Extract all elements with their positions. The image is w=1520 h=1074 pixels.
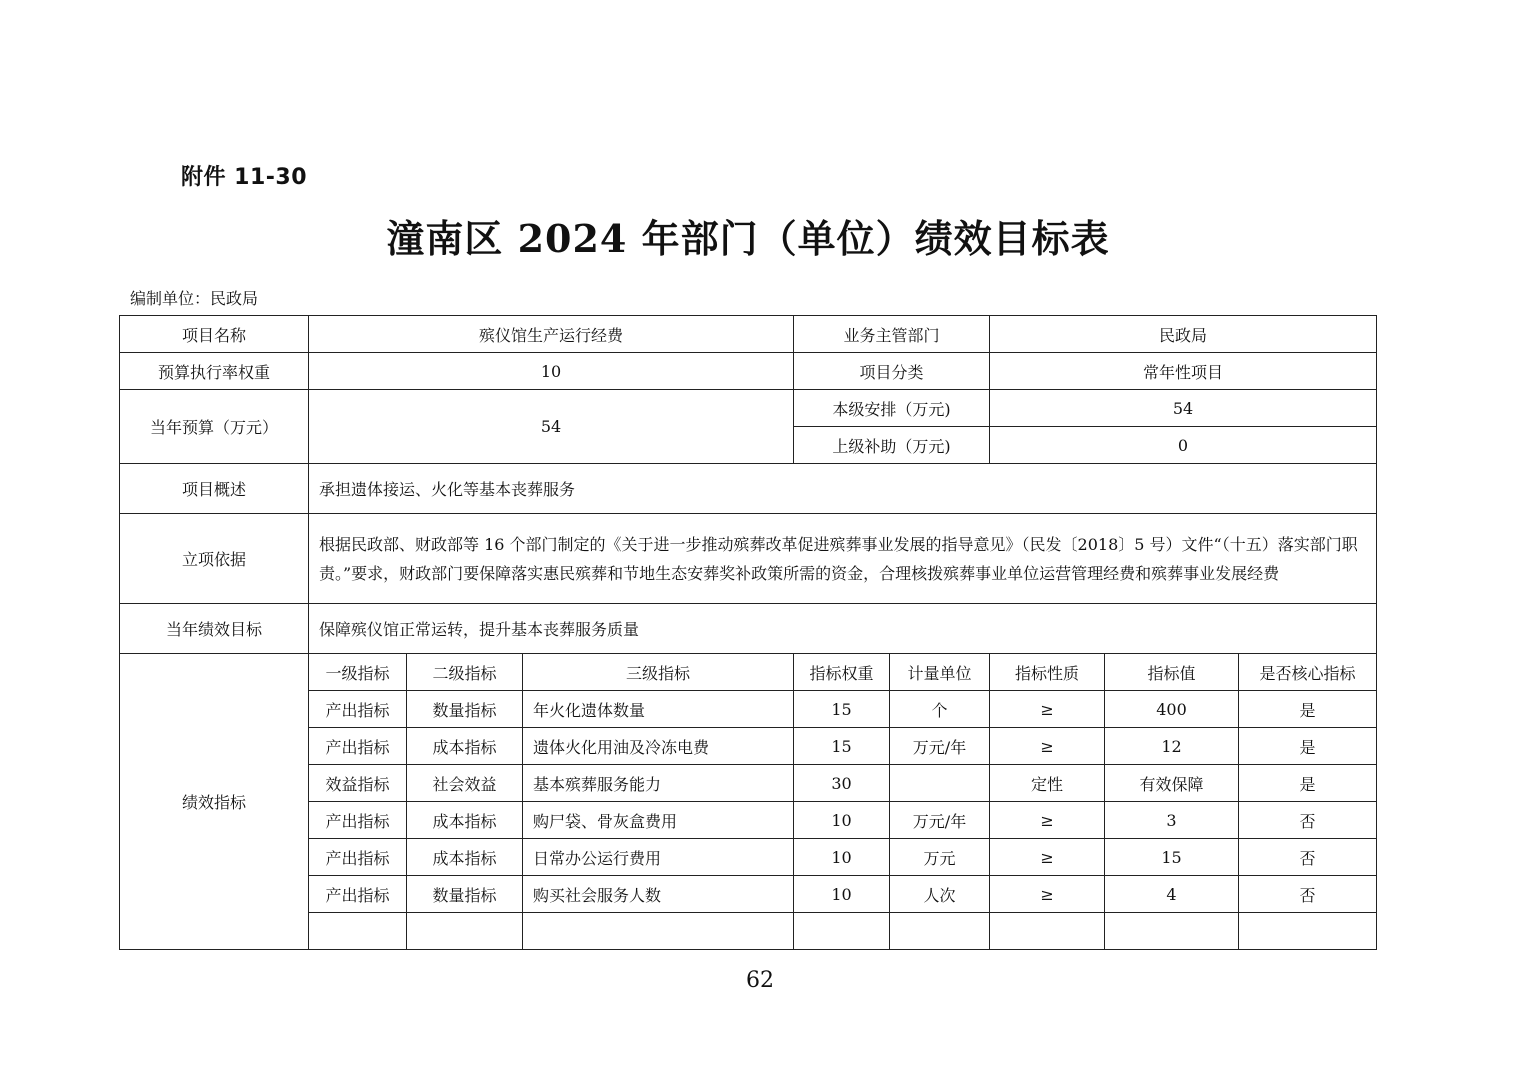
indicator-cell-level1: 效益指标 xyxy=(309,765,407,802)
indicator-cell-level3: 购尸袋、骨灰盒费用 xyxy=(523,802,794,839)
table-row xyxy=(120,390,1377,427)
category-value: 常年性项目 xyxy=(990,353,1377,390)
table-row xyxy=(120,353,1377,390)
indicator-cell-weight: 15 xyxy=(794,728,890,765)
indicator-cell-value: 400 xyxy=(1105,691,1239,728)
indicator-row xyxy=(120,765,1377,802)
indicator-header-row xyxy=(120,654,1377,691)
indicator-row xyxy=(120,876,1377,913)
table-row xyxy=(120,514,1377,604)
org-label: 编制单位：民政局 xyxy=(130,289,259,308)
indicator-cell-core xyxy=(1239,913,1377,950)
indicator-header-core: 是否核心指标 xyxy=(1239,654,1377,691)
indicator-row xyxy=(120,728,1377,765)
indicator-cell-level3 xyxy=(523,913,794,950)
indicator-cell-level1: 产出指标 xyxy=(309,802,407,839)
indicator-cell-core: 否 xyxy=(1239,876,1377,913)
overview-value: 承担遗体接运、火化等基本丧葬服务 xyxy=(309,464,1377,514)
indicator-row xyxy=(120,691,1377,728)
basis-label: 立项依据 xyxy=(120,514,309,604)
indicator-cell-level2: 数量指标 xyxy=(407,876,523,913)
indicator-header-nature: 指标性质 xyxy=(990,654,1105,691)
indicator-header-unit: 计量单位 xyxy=(890,654,990,691)
indicator-cell-unit xyxy=(890,765,990,802)
indicator-cell-unit: 万元 xyxy=(890,839,990,876)
basis-value: 根据民政部、财政部等 16 个部门制定的《关于进一步推动殡葬改革促进殡葬事业发展的指导意见》（民发〔2018〕5 号）文件“（十五）落实部门职责。”要求，财政部门要保障落实惠民殡葬和节地生态安葬奖补政策所需的资金，合理核拨殡葬事业单位运营管理经费和殡葬事业发展经费 xyxy=(309,514,1377,604)
indicator-cell-level3: 遗体火化用油及冷冻电费 xyxy=(523,728,794,765)
overview-label: 项目概述 xyxy=(120,464,309,514)
indicator-header-level2: 二级指标 xyxy=(407,654,523,691)
indicator-cell-value: 3 xyxy=(1105,802,1239,839)
goal-value: 保障殡仪馆正常运转，提升基本丧葬服务质量 xyxy=(309,604,1377,654)
indicator-cell-level3: 购买社会服务人数 xyxy=(523,876,794,913)
indicator-cell-level3: 基本殡葬服务能力 xyxy=(523,765,794,802)
weight-value: 10 xyxy=(309,353,794,390)
weight-label: 预算执行率权重 xyxy=(120,353,309,390)
indicator-cell-core: 是 xyxy=(1239,691,1377,728)
indicator-cell-weight: 15 xyxy=(794,691,890,728)
indicator-header-weight: 指标权重 xyxy=(794,654,890,691)
dept-label: 业务主管部门 xyxy=(794,316,990,353)
project-name-value: 殡仪馆生产运行经费 xyxy=(309,316,794,353)
page-title: 潼南区 2024 年部门（单位）绩效目标表 xyxy=(386,216,1110,261)
indicator-header-level3: 三级指标 xyxy=(523,654,794,691)
indicator-cell-level1 xyxy=(309,913,407,950)
indicator-cell-weight: 10 xyxy=(794,802,890,839)
indicator-cell-unit: 人次 xyxy=(890,876,990,913)
indicator-cell-nature: ≥ xyxy=(990,839,1105,876)
category-label: 项目分类 xyxy=(794,353,990,390)
indicator-cell-level3: 年火化遗体数量 xyxy=(523,691,794,728)
indicator-cell-level2: 成本指标 xyxy=(407,839,523,876)
budget-label: 当年预算（万元） xyxy=(120,390,309,464)
goal-label: 当年绩效目标 xyxy=(120,604,309,654)
attachment-label: 附件 11-30 xyxy=(181,165,308,190)
indicator-cell-level2: 成本指标 xyxy=(407,802,523,839)
indicator-cell-nature: ≥ xyxy=(990,691,1105,728)
indicator-cell-level1: 产出指标 xyxy=(309,691,407,728)
local-funding-label: 本级安排（万元) xyxy=(794,390,990,427)
upper-subsidy-label: 上级补助（万元) xyxy=(794,427,990,464)
indicator-cell-value: 15 xyxy=(1105,839,1239,876)
indicator-cell-weight: 30 xyxy=(794,765,890,802)
indicator-cell-unit: 万元/年 xyxy=(890,728,990,765)
dept-value: 民政局 xyxy=(990,316,1377,353)
indicator-cell-level2: 社会效益 xyxy=(407,765,523,802)
indicator-cell-value: 有效保障 xyxy=(1105,765,1239,802)
indicator-cell-weight: 10 xyxy=(794,876,890,913)
indicator-cell-level1: 产出指标 xyxy=(309,839,407,876)
table-row xyxy=(120,604,1377,654)
indicator-cell-level2 xyxy=(407,913,523,950)
indicator-cell-level3: 日常办公运行费用 xyxy=(523,839,794,876)
indicator-cell-core: 是 xyxy=(1239,728,1377,765)
page-number: 62 xyxy=(746,968,774,993)
indicator-cell-weight xyxy=(794,913,890,950)
indicator-cell-value: 12 xyxy=(1105,728,1239,765)
indicator-cell-level2: 成本指标 xyxy=(407,728,523,765)
indicator-cell-value: 4 xyxy=(1105,876,1239,913)
indicator-cell-nature: ≥ xyxy=(990,728,1105,765)
performance-target-table xyxy=(119,315,1377,950)
indicator-cell-nature: 定性 xyxy=(990,765,1105,802)
indicator-cell-nature: ≥ xyxy=(990,802,1105,839)
indicator-cell-unit xyxy=(890,913,990,950)
project-name-label: 项目名称 xyxy=(120,316,309,353)
indicator-cell-value xyxy=(1105,913,1239,950)
indicator-cell-core: 否 xyxy=(1239,802,1377,839)
indicator-cell-level1: 产出指标 xyxy=(309,728,407,765)
table-row xyxy=(120,316,1377,353)
indicator-row xyxy=(120,839,1377,876)
indicators-section-label: 绩效指标 xyxy=(120,654,309,950)
upper-subsidy-value: 0 xyxy=(990,427,1377,464)
indicator-cell-nature xyxy=(990,913,1105,950)
indicator-cell-unit: 个 xyxy=(890,691,990,728)
indicator-cell-level2: 数量指标 xyxy=(407,691,523,728)
table-row xyxy=(120,464,1377,514)
indicator-header-level1: 一级指标 xyxy=(309,654,407,691)
indicator-row xyxy=(120,802,1377,839)
budget-value: 54 xyxy=(309,390,794,464)
indicator-cell-weight: 10 xyxy=(794,839,890,876)
indicator-cell-unit: 万元/年 xyxy=(890,802,990,839)
indicator-cell-core: 否 xyxy=(1239,839,1377,876)
indicator-header-value: 指标值 xyxy=(1105,654,1239,691)
indicator-cell-core: 是 xyxy=(1239,765,1377,802)
indicator-cell-level1: 产出指标 xyxy=(309,876,407,913)
indicator-row xyxy=(120,913,1377,950)
local-funding-value: 54 xyxy=(990,390,1377,427)
indicator-cell-nature: ≥ xyxy=(990,876,1105,913)
